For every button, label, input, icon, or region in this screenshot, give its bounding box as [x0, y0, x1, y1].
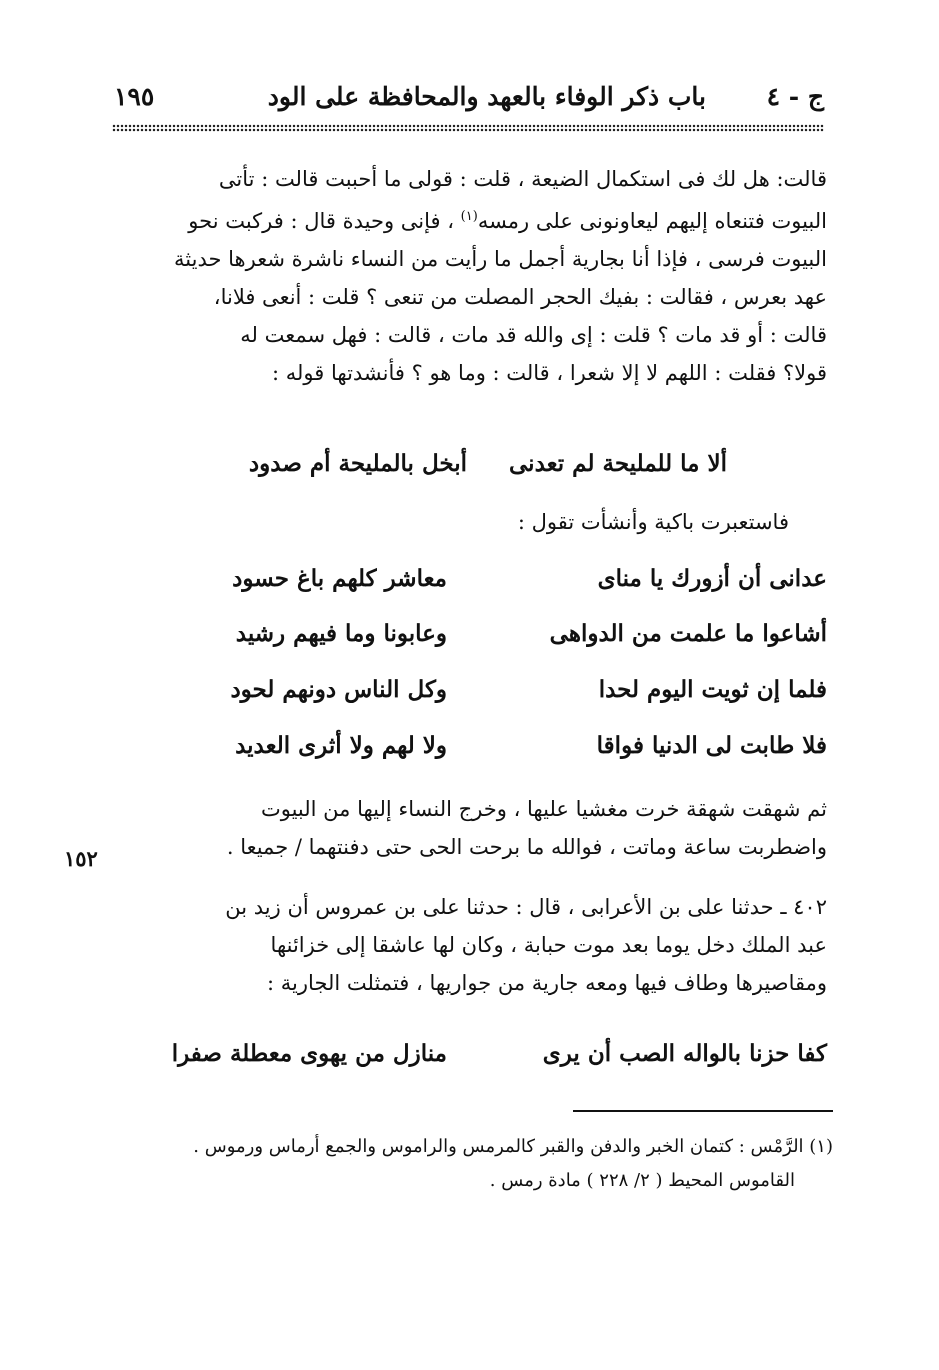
- poem-verse: [107, 620, 827, 666]
- verse-hemistich-1: فلما إن ثويت اليوم لحدا: [598, 676, 827, 703]
- poem-verse: [107, 676, 827, 722]
- verse-hemistich-1: كفا حزنا بالواله الصب أن يرى: [542, 1040, 827, 1067]
- verse-hemistich-2: وكل الناس دونهم لحود: [230, 676, 447, 703]
- poem-verse: [107, 732, 827, 778]
- verse-hemistich-2: ولا لهم ولا أثرى العديد: [235, 732, 447, 759]
- page-number: ١٩٥: [114, 82, 155, 111]
- verse-hemistich-2: معاشر كلهم باغ حسود: [232, 565, 447, 592]
- paragraph-2: [107, 790, 827, 866]
- verse-hemistich-1: أشاعوا ما علمت من الدواهى: [549, 620, 827, 647]
- text-line: واضطربت ساعة وماتت ، فوالله ما برحت الحى حتى دفنتهما / جميعا .: [226, 835, 827, 859]
- text-line: قالت : أو قد مات ؟ قلت : إى والله قد مات ، قالت : فهل سمعت له: [240, 323, 827, 347]
- text-line: البيوت فتنعاه إليهم ليعاونونى على رمسه$^{(١)}$ ، فإنى وحيدة قال : فركبت نحو: [188, 209, 827, 233]
- paragraph-1: [107, 160, 827, 392]
- verse-hemistich-2: وعابونا وما فيهم رشيد: [235, 620, 447, 647]
- verse-hemistich-1: عدانى أن أزورك يا مناى: [597, 565, 827, 592]
- verse-line: [107, 450, 827, 496]
- verse-hemistich-1: فلا طابت لى الدنيا فواقا: [596, 732, 827, 759]
- verse-hemistich-1: ألا ما للمليحة لم تعدنى: [509, 450, 727, 477]
- text-line: عهد بعرس ، فقالت : بفيك الحجر المصلت من تنعى ؟ قلت : أنعى فلانا،: [213, 285, 827, 309]
- footnote-marker: (١): [460, 209, 478, 224]
- poem-intro: فاستعبرت باكية وأنشأت تقول :: [517, 510, 789, 534]
- poem-verse: [107, 565, 827, 611]
- header-dotted-rule: [112, 124, 824, 132]
- footnote-separator: [573, 1110, 833, 1112]
- text-line: عبد الملك دخل يوما بعد موت حبابة ، وكان لها عاشقا إلى خزائنها: [270, 933, 827, 957]
- verse-hemistich-2: منازل من يهوى معطلة صفرا: [171, 1040, 447, 1067]
- chapter-title: باب ذكر الوفاء بالعهد والمحافظة على الود: [267, 82, 706, 111]
- footnote-line: (١) الرَّمْس : كتمان الخبر والدفن والقبر كالمرمس والراموس والجمع أرماس ورموس .: [193, 1136, 833, 1157]
- running-header: [112, 82, 824, 122]
- footnote-line: القاموس المحيط ( ٢/ ٢٢٨ ) مادة رمس .: [489, 1170, 795, 1191]
- text-line: قولا؟ فقلت : اللهم لا إلا شعرا ، قالت : وما هو ؟ فأنشدتها قوله :: [272, 361, 827, 385]
- text-line: قالت: هل لك فى استكمال الضيعة ، قلت : قولى ما أحببت قالت : تأتى: [218, 167, 827, 191]
- volume-label: ج - ٤: [766, 82, 824, 111]
- text-line: ثم شهقت شهقة خرت مغشيا عليها ، وخرج النساء إليها من البيوت: [260, 797, 827, 821]
- verse-hemistich-2: أبخل بالمليحة أم صدود: [248, 450, 467, 477]
- verse-line: [107, 1040, 827, 1086]
- text-line: ٤٠٢ ـ حدثنا على بن الأعرابى ، قال : حدثنا على بن عمروس أن زيد بن: [225, 895, 827, 919]
- margin-page-number: ١٥٢: [64, 846, 98, 871]
- text-line: ومقاصيرها وطاف فيها ومعه جارية من جواريها ، فتمثلت الجارية :: [267, 971, 827, 995]
- paragraph-3: [107, 888, 827, 1002]
- footnote: [103, 1130, 833, 1198]
- text-line: البيوت فرسى ، فإذا أنا بجارية أجمل ما رأيت من النساء ناشرة شعرها حديثة: [174, 247, 827, 271]
